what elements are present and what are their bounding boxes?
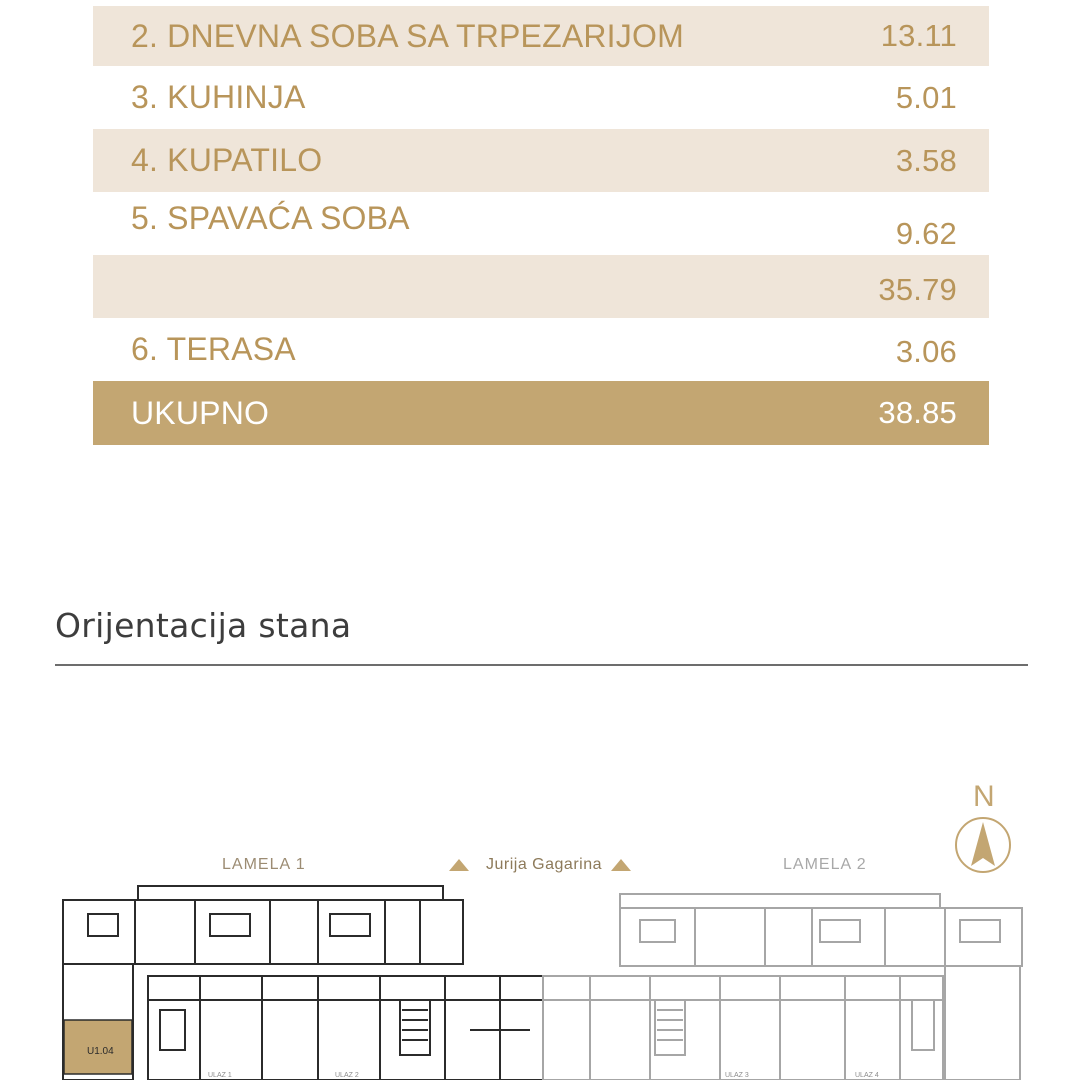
total-value: 38.85 [878,395,957,430]
table-row [93,255,989,318]
divider [55,664,1028,666]
room-name: 3. KUHINJA [131,79,306,115]
floor-plan [0,880,1080,1080]
total-label: UKUPNO [131,394,270,431]
compass-letter: N [973,780,995,813]
room-name: 4. KUPATILO [131,142,323,178]
section-title: Orijentacija stana [55,606,352,645]
room-name: 6. TERASA [131,331,296,367]
table-row [93,6,989,66]
table-row [93,66,989,129]
lamela-2-label: LAMELA 2 [783,856,867,873]
compass-icon [953,815,1013,875]
room-area: 13.11 [880,18,957,53]
room-area: 3.06 [895,333,957,369]
room-area: 35.79 [878,271,957,307]
room-name: 2. DNEVNA SOBA SA TRPEZARIJOM [131,17,684,54]
table-row [93,129,989,192]
street-label: Jurija Gagarina [486,856,602,873]
table-row [93,192,989,255]
entrance-label: ULAZ 3 [725,1072,749,1079]
triangle-up-icon [611,859,631,871]
entrance-label: ULAZ 4 [855,1072,879,1079]
unit-tag: U1.04 [87,1046,114,1057]
room-area: 5.01 [895,79,957,115]
room-area: 9.62 [895,215,957,251]
room-area: 3.58 [895,142,957,178]
triangle-up-icon [449,859,469,871]
entrance-label: ULAZ 2 [335,1072,359,1079]
table-row [93,318,989,381]
total-row [93,381,989,445]
room-name: 5. SPAVAĆA SOBA [131,200,410,236]
entrance-label: ULAZ 1 [208,1072,232,1079]
lamela-1-label: LAMELA 1 [222,856,306,873]
